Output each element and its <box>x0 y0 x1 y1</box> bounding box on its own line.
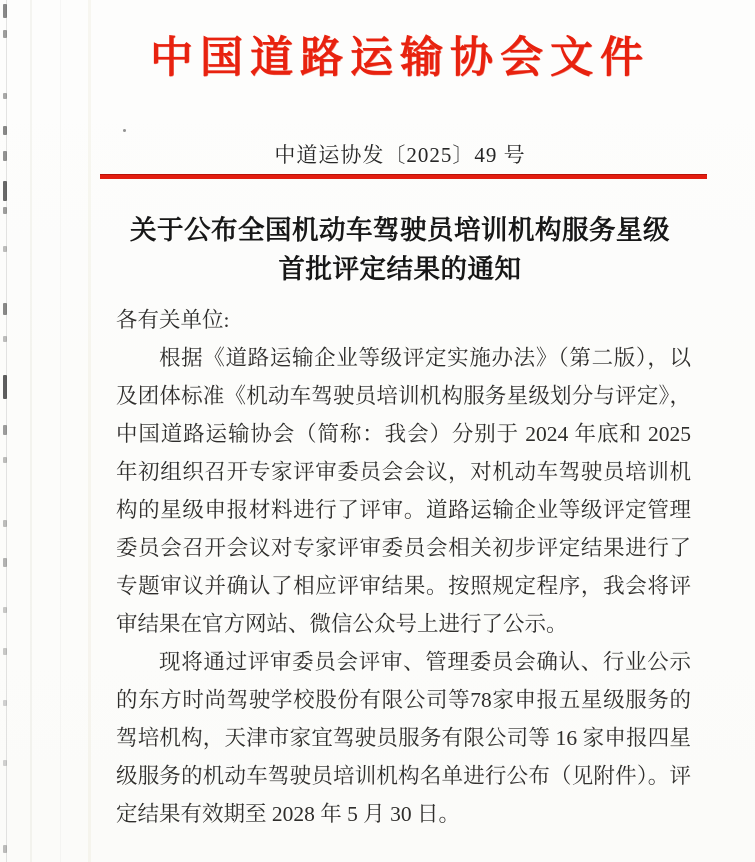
doc-title-line1: 关于公布全国机动车驾驶员培训机构服务星级 <box>130 215 670 245</box>
scan-edge-mark <box>3 425 7 435</box>
scan-streak <box>60 0 61 862</box>
scan-edge-mark <box>3 151 7 161</box>
scan-edge-mark <box>3 336 7 342</box>
scan-edge-mark <box>3 648 7 655</box>
doc-title-line2: 首批评定结果的通知 <box>278 254 522 284</box>
scan-edge-mark <box>3 93 7 99</box>
scan-edge-mark <box>3 700 7 706</box>
red-divider-rule <box>100 174 707 179</box>
scan-edge-mark <box>3 181 7 201</box>
doc-number: 中道运协发〔2025〕49 号 <box>274 143 526 167</box>
scan-edge-mark <box>3 126 7 135</box>
scan-edge-mark <box>3 607 7 613</box>
scan-streak <box>30 0 32 862</box>
scan-edge-mark <box>3 375 7 399</box>
scan-edge-mark <box>3 207 7 214</box>
document-body <box>116 301 691 833</box>
scan-edge-mark <box>3 30 7 38</box>
salutation: 各有关单位: <box>116 308 230 332</box>
body-paragraph-1: 根据《道路运输企业等级评定实施办法》（第二版），以及团体标准《机动车驾驶员培训机构服务星级划分与评定》，中国道路运输协会（简称：我会）分别于 2024 年底和 2025 年初组织召开专家评审委员会会议，对机动车驾驶员培训机构的星级申报材料进行了评审。道路运输企业等级评定管理委员会召开会议对专家评审委员会相关初步评定结果进行了专题审议并确认了相应评审结果。按照规定程序，我会将评审结果在官方网站、微信公众号上进行了公示。 <box>116 346 691 636</box>
scan-streak <box>6 0 7 862</box>
scan-edge-mark <box>3 246 7 252</box>
scan-edge-mark <box>3 520 7 527</box>
scan-streak <box>88 0 91 862</box>
scan-edge-mark <box>3 760 7 766</box>
scan-edge-mark <box>3 4 7 18</box>
scan-edge-mark <box>3 457 7 463</box>
doc-title <box>45 211 755 289</box>
scan-edge-mark <box>3 845 7 853</box>
body-paragraph-2: 现将通过评审委员会评审、管理委员会确认、行业公示的东方时尚驾驶学校股份有限公司等78家申报五星级服务的驾培机构，天津市家宜驾驶员服务有限公司等 16 家申报四星级服务的机动车驾驶员培训机构名单进行公布（见附件）。评定结果有效期至 2028 年 5 月 30 日。 <box>116 650 691 826</box>
letterhead-title: 中国道路运输协会文件 <box>150 35 650 82</box>
scan-edge-mark <box>3 558 7 567</box>
scan-edge-mark <box>3 303 7 315</box>
scan-speck <box>123 129 126 132</box>
